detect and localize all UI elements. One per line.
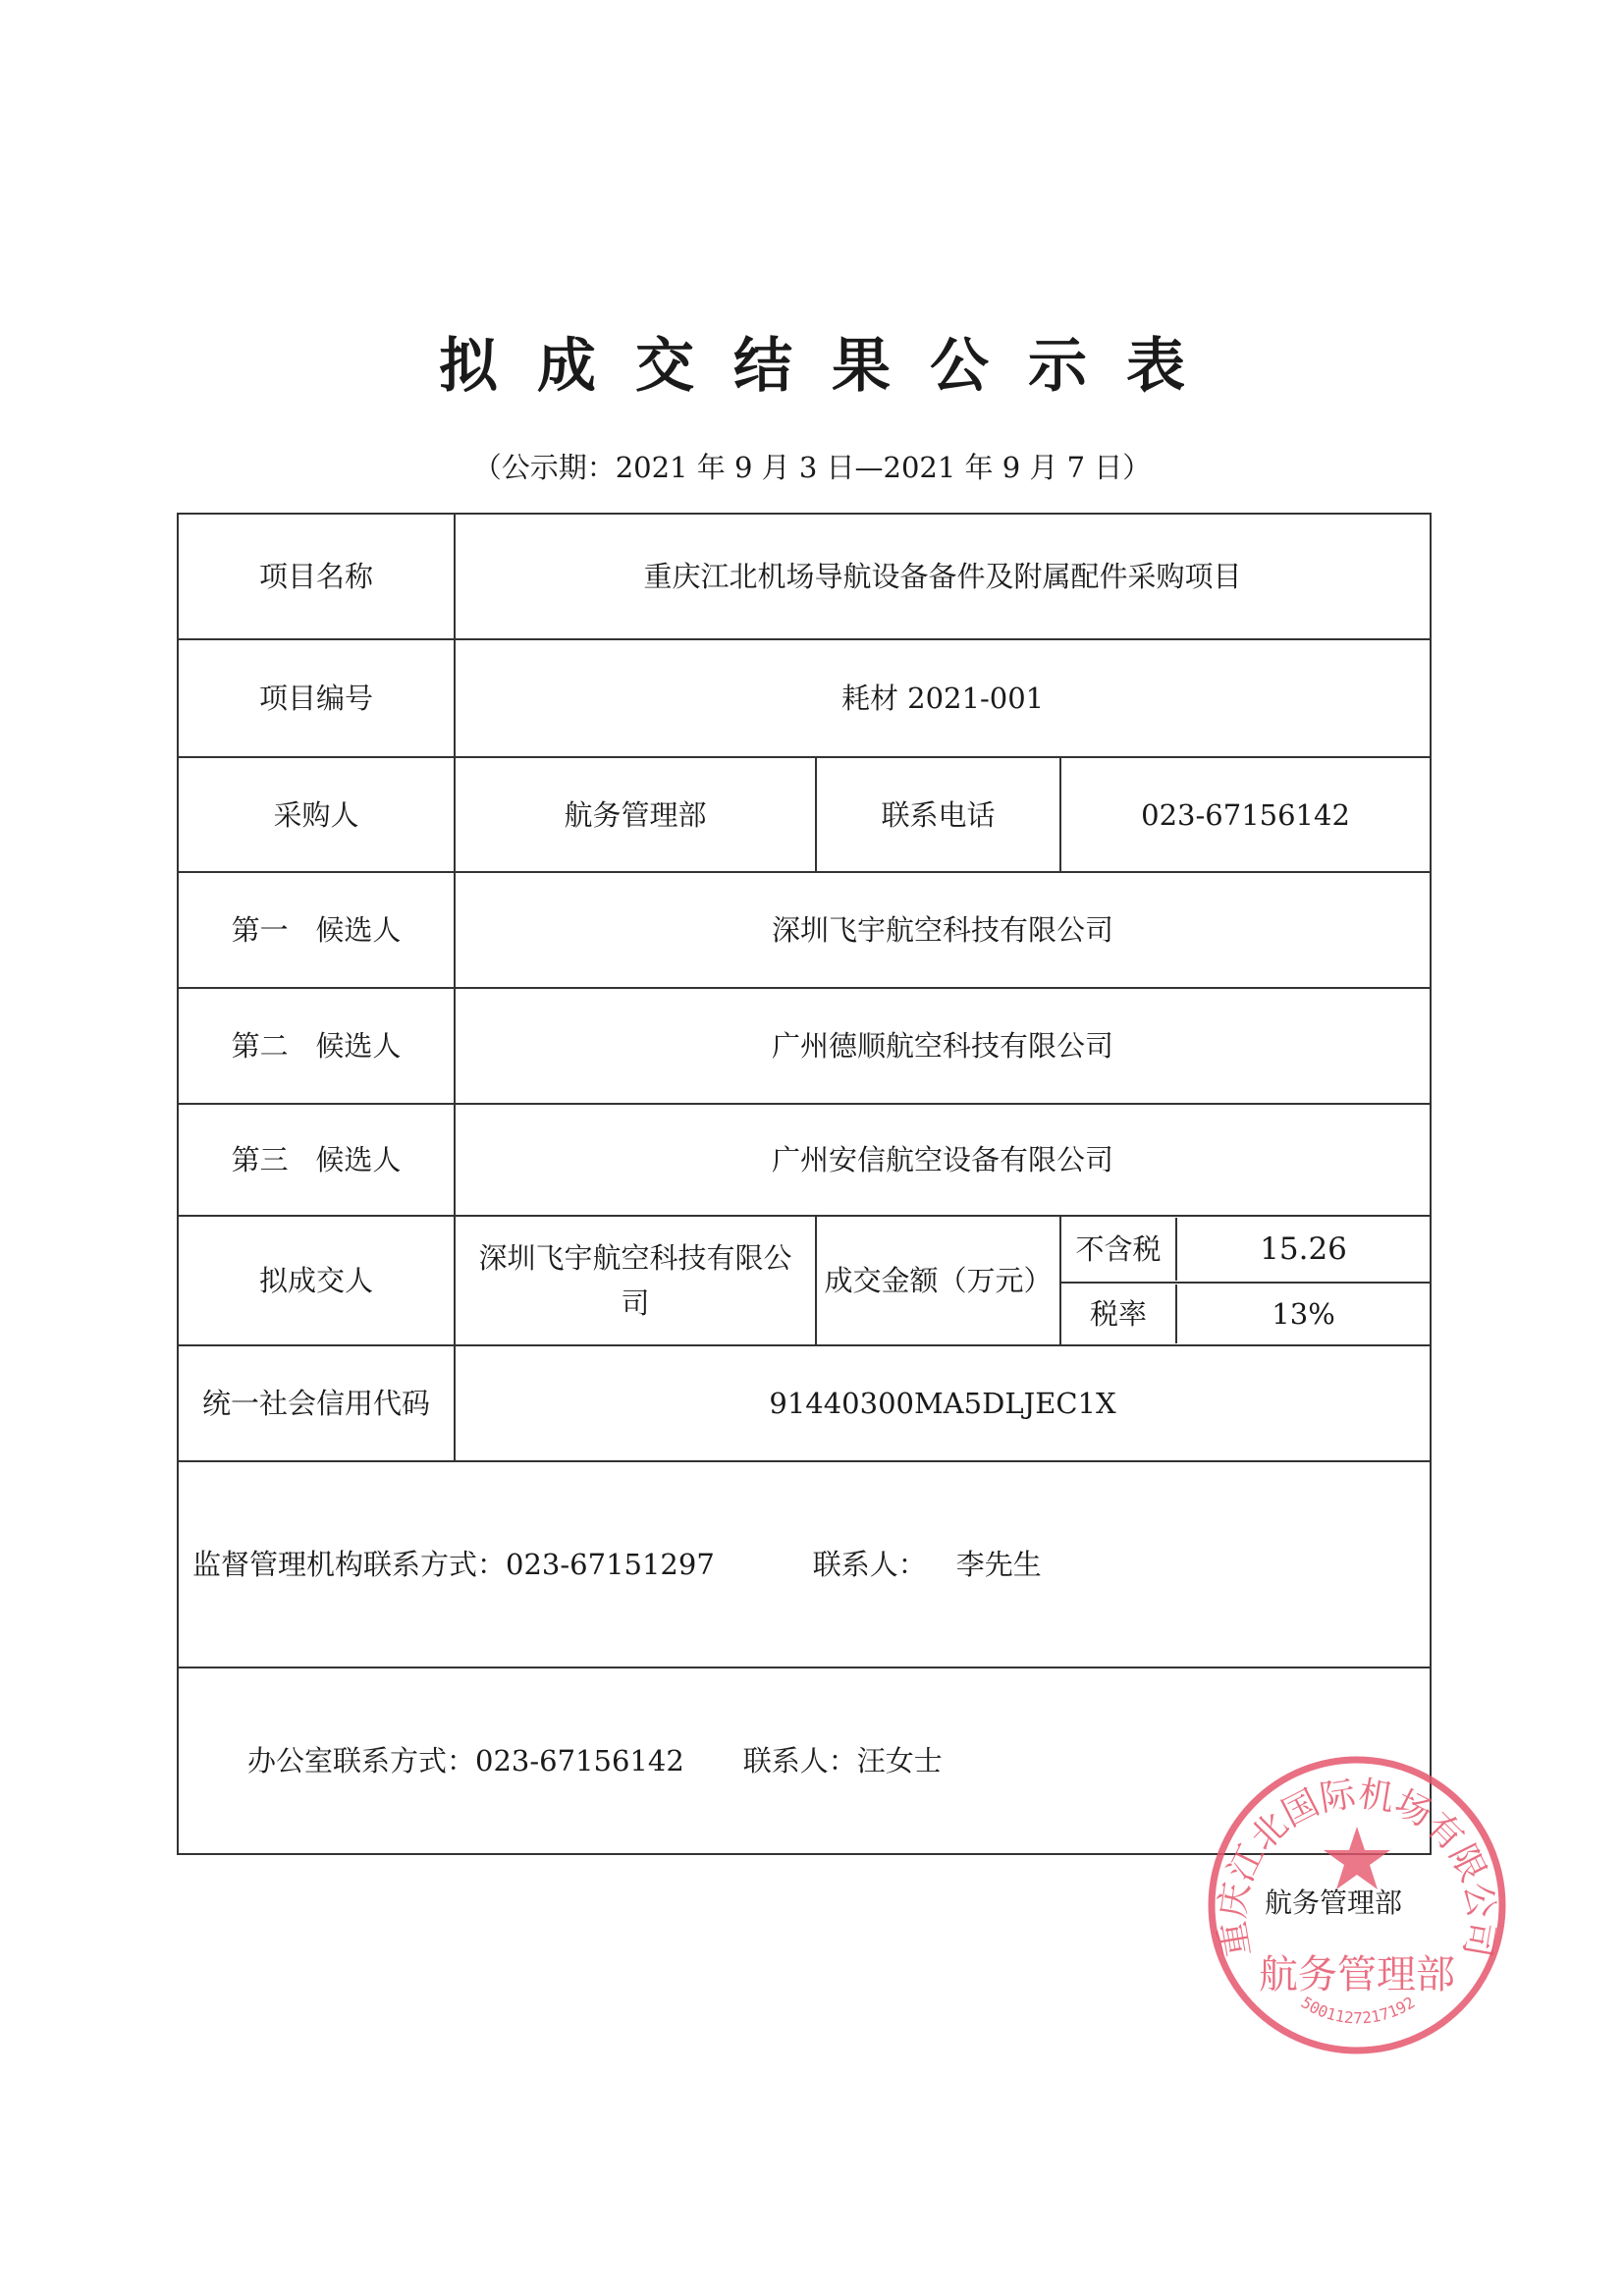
office-label: 办公室联系方式：	[247, 1744, 476, 1777]
phone-label: 联系电话	[816, 757, 1060, 872]
tax-rate-value: 13%	[1272, 1297, 1335, 1331]
row-project-number	[178, 639, 1431, 757]
supervision-phone: 023-67151297	[506, 1548, 715, 1581]
supervision-contact-label: 联系人：	[812, 1548, 927, 1581]
supervision-contact: 李先生	[955, 1548, 1042, 1581]
candidate-3-value: 广州安信航空设备有限公司	[455, 1104, 1431, 1216]
star-icon	[1324, 1827, 1390, 1889]
seal-dept: 航务管理部	[1259, 1952, 1455, 1997]
purchaser-value: 航务管理部	[455, 757, 816, 872]
candidate-1-value: 深圳飞宇航空科技有限公司	[455, 872, 1431, 988]
office-contact: 汪女士	[856, 1744, 943, 1777]
credit-code-value: 91440300MA5DLJEC1X	[455, 1345, 1431, 1461]
row-candidate-1	[178, 872, 1431, 988]
project-name-label: 项目名称	[178, 514, 455, 639]
project-number-label: 项目编号	[178, 639, 455, 757]
credit-code-label: 统一社会信用代码	[178, 1345, 455, 1461]
row-project-name	[178, 514, 1431, 639]
excl-tax-cell	[1060, 1216, 1431, 1283]
tax-rate-label: 税率	[1061, 1285, 1177, 1343]
office-contact-label: 联系人：	[742, 1744, 857, 1777]
purchaser-label: 采购人	[178, 757, 455, 872]
row-purchaser	[178, 757, 1431, 872]
supervision-label: 监督管理机构联系方式：	[192, 1548, 507, 1581]
project-number-value: 耗材 2021-001	[455, 639, 1431, 757]
supervision-cell	[178, 1461, 1431, 1667]
candidate-1-label: 第一 候选人	[178, 872, 455, 988]
tax-rate-cell	[1060, 1283, 1431, 1345]
row-winner-a	[178, 1216, 1431, 1283]
winner-value: 深圳飞宇航空科技有限公司	[455, 1216, 816, 1345]
candidate-2-value: 广州德顺航空科技有限公司	[455, 988, 1431, 1104]
office-phone: 023-67156142	[475, 1744, 684, 1777]
seal-code: 5001127217192	[1297, 1993, 1419, 2028]
row-candidate-3	[178, 1104, 1431, 1216]
project-name-value: 重庆江北机场导航设备备件及附属配件采购项目	[455, 514, 1431, 639]
row-credit-code	[178, 1345, 1431, 1461]
seal-org-name: 重庆江北国际机场有限公司	[1212, 1774, 1502, 1960]
candidate-2-label: 第二 候选人	[178, 988, 455, 1104]
supervision-line	[192, 1543, 1422, 1586]
phone-value: 023-67156142	[1060, 757, 1431, 872]
excl-tax-value: 15.26	[1260, 1231, 1347, 1267]
signature-department: 航务管理部	[1265, 1886, 1403, 1919]
row-candidate-2	[178, 988, 1431, 1104]
candidate-3-label: 第三 候选人	[178, 1104, 455, 1216]
amount-label: 成交金额（万元）	[816, 1216, 1060, 1345]
publicity-period: （公示期：2021 年 9 月 3 日—2021 年 9 月 7 日）	[472, 451, 1152, 484]
row-supervision	[178, 1461, 1431, 1667]
result-table	[177, 513, 1432, 1855]
excl-tax-label: 不含税	[1061, 1218, 1177, 1281]
page-title: 拟成交结果公示表	[439, 332, 1224, 401]
winner-label: 拟成交人	[178, 1216, 455, 1345]
